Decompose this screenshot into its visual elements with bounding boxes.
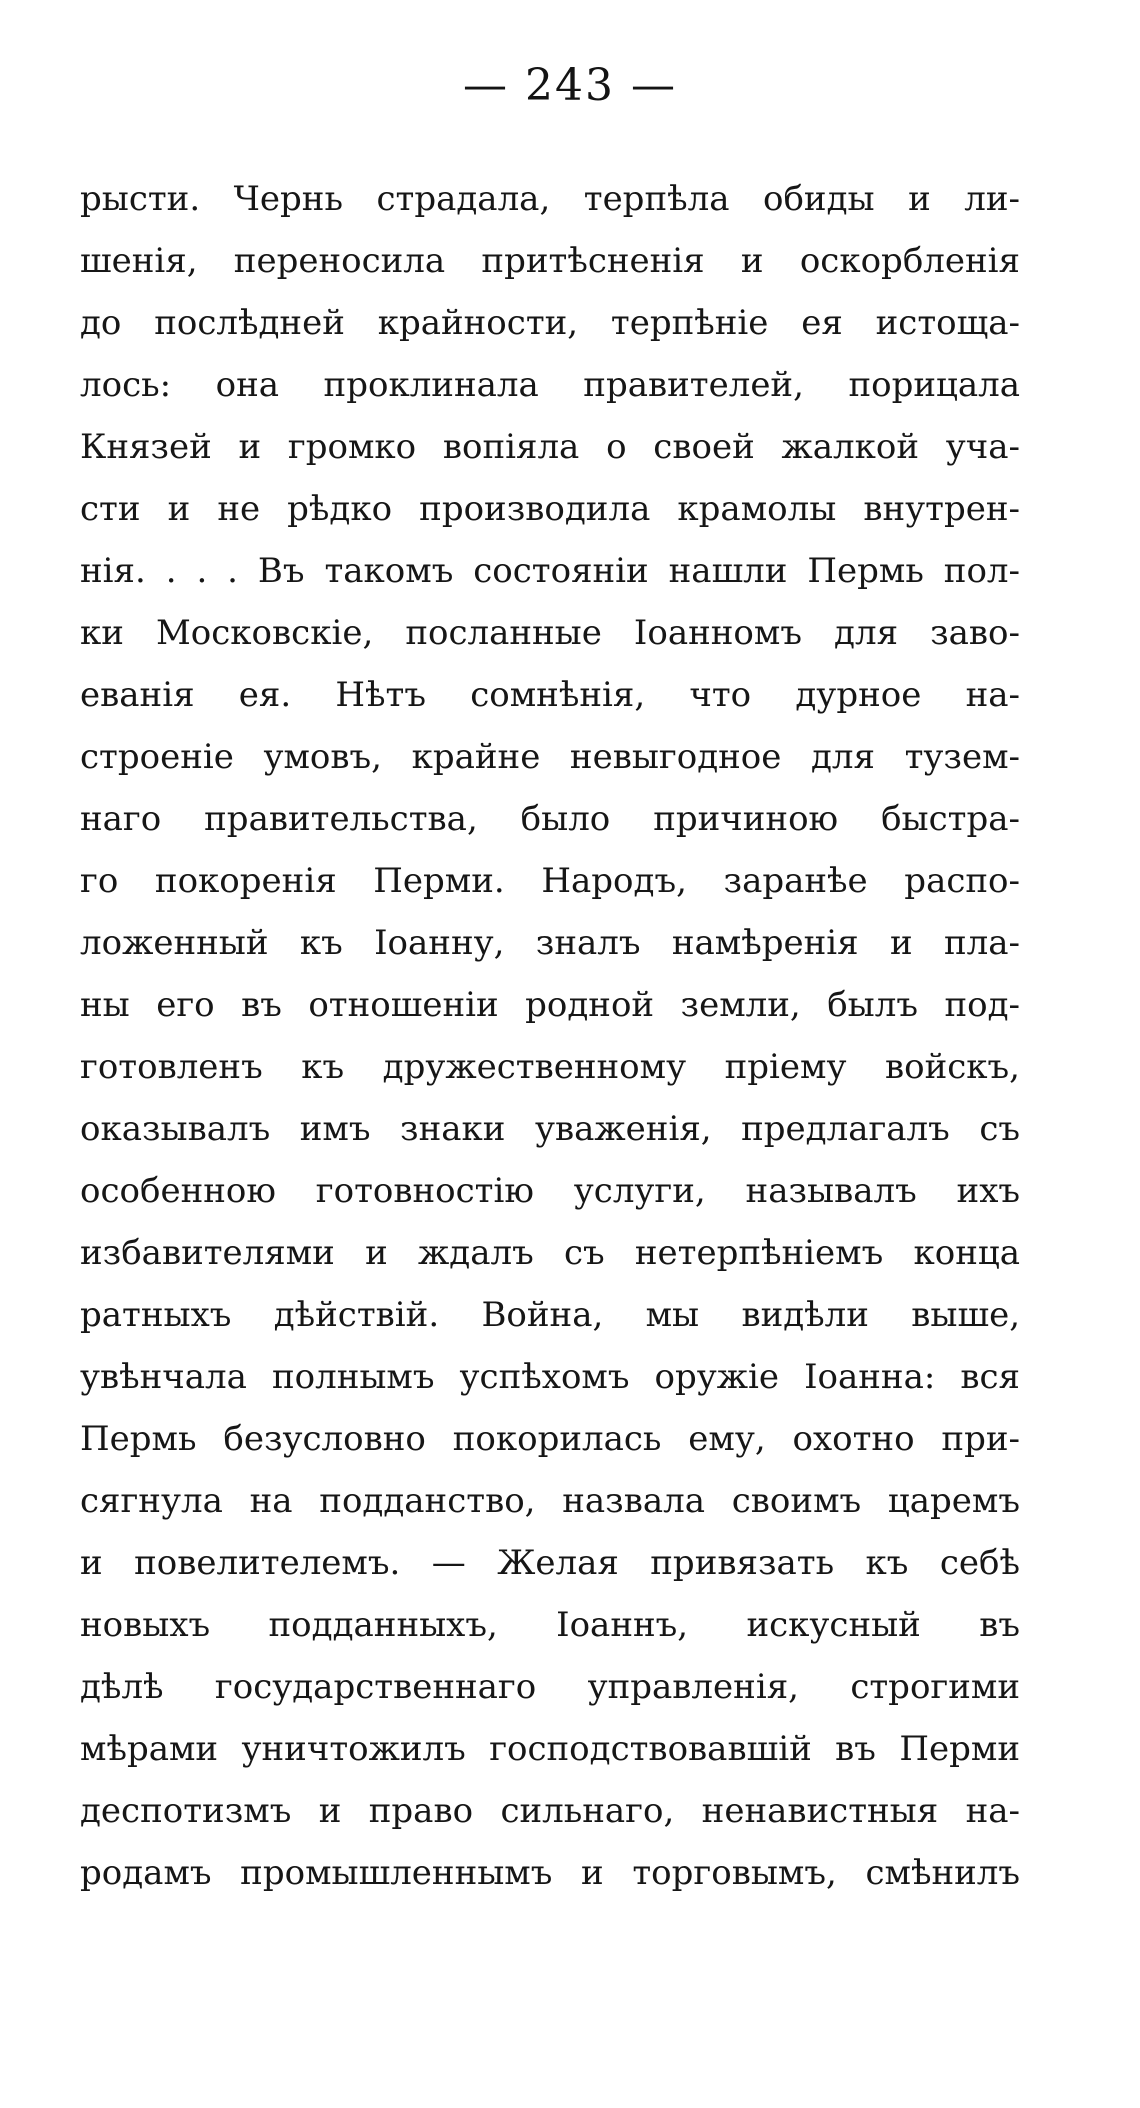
text-line: особенною готовностію услуги, называлъ ихъ [80, 1171, 1020, 1211]
text-line: увѣнчала полнымъ успѣхомъ оружіе Іоанна: вся [80, 1357, 1020, 1397]
text-line: еванія ея. Нѣтъ сомнѣнія, что дурное на- [80, 675, 1020, 715]
text-line: нія. . . . Въ такомъ состояніи нашли Пермь пол- [80, 551, 1020, 591]
text-line: ложенный къ Іоанну, зналъ намѣренія и пла- [80, 923, 1020, 963]
text-line: избавителями и ждалъ съ нетерпѣніемъ конца [80, 1233, 1020, 1273]
page-number: — 243 — [463, 60, 677, 111]
body-text [80, 168, 1020, 1904]
text-line: строеніе умовъ, крайне невыгодное для тузем- [80, 737, 1020, 777]
text-line: и повелителемъ. — Желая привязать къ себѣ [80, 1543, 1020, 1583]
text-line: лось: она проклинала правителей, порицала [80, 365, 1020, 405]
text-line: ны его въ отношеніи родной земли, былъ под- [80, 985, 1020, 1025]
text-line: Князей и громко вопіяла о своей жалкой уча- [80, 427, 1020, 467]
text-line: ки Московскіе, посланные Іоанномъ для заво- [80, 613, 1020, 653]
text-line: готовленъ къ дружественному пріему войскъ, [80, 1047, 1020, 1087]
text-line: сягнула на подданство, назвала своимъ царемъ [80, 1481, 1020, 1521]
text-line: новыхъ подданныхъ, Іоаннъ, искусный въ [80, 1605, 1020, 1645]
text-line: рысти. Чернь страдала, терпѣла обиды и ли- [80, 179, 1020, 219]
text-line: го покоренія Перми. Народъ, заранѣе распо- [80, 861, 1020, 901]
text-line: дѣлѣ государственнаго управленія, строгими [80, 1667, 1020, 1707]
text-line: шенія, переносила притѣсненія и оскорбленія [80, 241, 1020, 281]
text-line: сти и не рѣдко производила крамолы внутрен- [80, 489, 1020, 529]
text-line: родамъ промышленнымъ и торговымъ, смѣнилъ [80, 1853, 1020, 1893]
text-line: наго правительства, было причиною быстра- [80, 799, 1020, 839]
text-line: до послѣдней крайности, терпѣніе ея истоща- [80, 303, 1020, 343]
text-line: мѣрами уничтожилъ господствовавшій въ Перми [80, 1729, 1020, 1769]
text-line: ратныхъ дѣйствій. Война, мы видѣли выше, [80, 1295, 1020, 1335]
text-line: Пермь безусловно покорилась ему, охотно при- [80, 1419, 1020, 1459]
text-line: деспотизмъ и право сильнаго, ненавистныя на- [80, 1791, 1020, 1831]
text-line: оказывалъ имъ знаки уваженія, предлагалъ съ [80, 1109, 1020, 1149]
